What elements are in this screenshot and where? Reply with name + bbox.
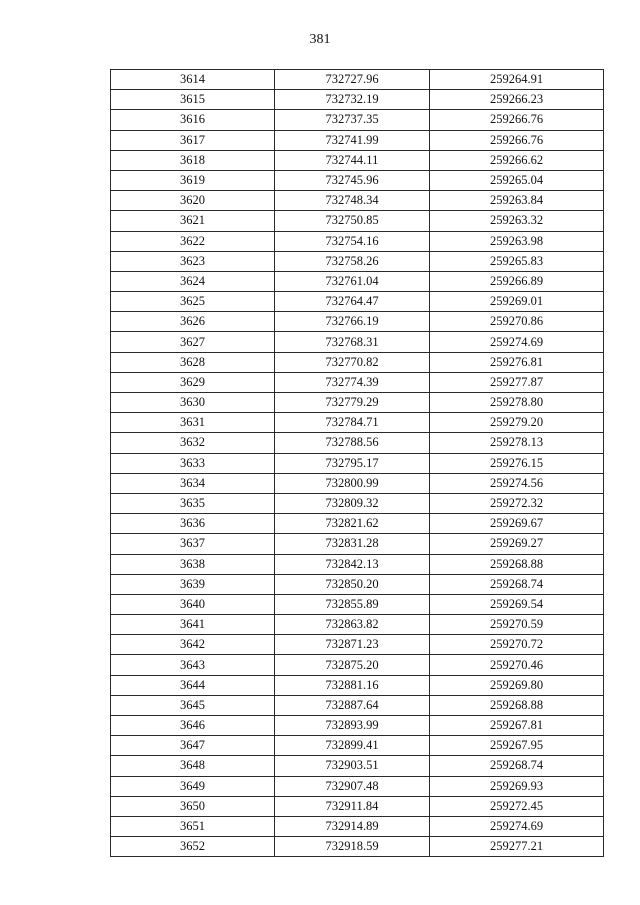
- point-number-cell: 3623: [111, 251, 275, 271]
- table-row: [111, 655, 604, 675]
- y-coordinate-cell: 259277.21: [430, 837, 604, 857]
- x-coordinate-cell: 732842.13: [275, 554, 430, 574]
- point-number-cell: 3618: [111, 150, 275, 170]
- point-number-cell: 3614: [111, 70, 275, 90]
- x-coordinate-cell: 732863.82: [275, 615, 430, 635]
- y-coordinate-cell: 259272.45: [430, 796, 604, 816]
- table-row: [111, 635, 604, 655]
- y-coordinate-cell: 259266.62: [430, 150, 604, 170]
- y-coordinate-cell: 259264.91: [430, 70, 604, 90]
- point-number-cell: 3620: [111, 191, 275, 211]
- x-coordinate-cell: 732766.19: [275, 312, 430, 332]
- point-number-cell: 3624: [111, 271, 275, 291]
- y-coordinate-cell: 259267.95: [430, 736, 604, 756]
- y-coordinate-cell: 259270.72: [430, 635, 604, 655]
- table-row: [111, 393, 604, 413]
- table-row: [111, 170, 604, 190]
- table-row: [111, 130, 604, 150]
- point-number-cell: 3641: [111, 615, 275, 635]
- point-number-cell: 3629: [111, 372, 275, 392]
- x-coordinate-cell: 732850.20: [275, 574, 430, 594]
- y-coordinate-cell: 259266.76: [430, 110, 604, 130]
- table-row: [111, 231, 604, 251]
- table-row: [111, 352, 604, 372]
- table-row: [111, 433, 604, 453]
- y-coordinate-cell: 259268.74: [430, 756, 604, 776]
- point-number-cell: 3634: [111, 473, 275, 493]
- point-number-cell: 3636: [111, 514, 275, 534]
- table-row: [111, 251, 604, 271]
- point-number-cell: 3631: [111, 413, 275, 433]
- point-number-cell: 3619: [111, 170, 275, 190]
- table-row: [111, 554, 604, 574]
- point-number-cell: 3646: [111, 716, 275, 736]
- table-row: [111, 312, 604, 332]
- table-row: [111, 837, 604, 857]
- table-row: [111, 534, 604, 554]
- point-number-cell: 3635: [111, 493, 275, 513]
- y-coordinate-cell: 259263.84: [430, 191, 604, 211]
- table-row: [111, 332, 604, 352]
- x-coordinate-cell: 732761.04: [275, 271, 430, 291]
- point-number-cell: 3647: [111, 736, 275, 756]
- table-row: [111, 776, 604, 796]
- point-number-cell: 3615: [111, 90, 275, 110]
- x-coordinate-cell: 732821.62: [275, 514, 430, 534]
- x-coordinate-cell: 732744.11: [275, 150, 430, 170]
- x-coordinate-cell: 732754.16: [275, 231, 430, 251]
- table-row: [111, 574, 604, 594]
- x-coordinate-cell: 732774.39: [275, 372, 430, 392]
- x-coordinate-cell: 732903.51: [275, 756, 430, 776]
- x-coordinate-cell: 732764.47: [275, 292, 430, 312]
- table-row: [111, 211, 604, 231]
- point-number-cell: 3644: [111, 675, 275, 695]
- y-coordinate-cell: 259269.01: [430, 292, 604, 312]
- table-row: [111, 413, 604, 433]
- y-coordinate-cell: 259270.46: [430, 655, 604, 675]
- coordinates-table: [110, 69, 604, 857]
- y-coordinate-cell: 259268.88: [430, 554, 604, 574]
- table-row: [111, 493, 604, 513]
- x-coordinate-cell: 732745.96: [275, 170, 430, 190]
- x-coordinate-cell: 732732.19: [275, 90, 430, 110]
- y-coordinate-cell: 259265.83: [430, 251, 604, 271]
- point-number-cell: 3633: [111, 453, 275, 473]
- point-number-cell: 3652: [111, 837, 275, 857]
- point-number-cell: 3626: [111, 312, 275, 332]
- x-coordinate-cell: 732779.29: [275, 393, 430, 413]
- table-row: [111, 191, 604, 211]
- table-row: [111, 271, 604, 291]
- page-number: 381: [309, 32, 331, 47]
- x-coordinate-cell: 732788.56: [275, 433, 430, 453]
- y-coordinate-cell: 259279.20: [430, 413, 604, 433]
- y-coordinate-cell: 259274.69: [430, 816, 604, 836]
- point-number-cell: 3640: [111, 594, 275, 614]
- x-coordinate-cell: 732855.89: [275, 594, 430, 614]
- y-coordinate-cell: 259278.80: [430, 393, 604, 413]
- y-coordinate-cell: 259272.32: [430, 493, 604, 513]
- point-number-cell: 3643: [111, 655, 275, 675]
- y-coordinate-cell: 259270.86: [430, 312, 604, 332]
- table-row: [111, 150, 604, 170]
- point-number-cell: 3645: [111, 695, 275, 715]
- table-row: [111, 70, 604, 90]
- y-coordinate-cell: 259269.80: [430, 675, 604, 695]
- y-coordinate-cell: 259265.04: [430, 170, 604, 190]
- table-row: [111, 110, 604, 130]
- point-number-cell: 3649: [111, 776, 275, 796]
- y-coordinate-cell: 259263.98: [430, 231, 604, 251]
- x-coordinate-cell: 732758.26: [275, 251, 430, 271]
- x-coordinate-cell: 732899.41: [275, 736, 430, 756]
- y-coordinate-cell: 259267.81: [430, 716, 604, 736]
- point-number-cell: 3616: [111, 110, 275, 130]
- x-coordinate-cell: 732800.99: [275, 473, 430, 493]
- x-coordinate-cell: 732918.59: [275, 837, 430, 857]
- y-coordinate-cell: 259274.56: [430, 473, 604, 493]
- y-coordinate-cell: 259266.23: [430, 90, 604, 110]
- point-number-cell: 3622: [111, 231, 275, 251]
- table-row: [111, 473, 604, 493]
- table-row: [111, 796, 604, 816]
- y-coordinate-cell: 259278.13: [430, 433, 604, 453]
- y-coordinate-cell: 259277.87: [430, 372, 604, 392]
- x-coordinate-cell: 732727.96: [275, 70, 430, 90]
- x-coordinate-cell: 732750.85: [275, 211, 430, 231]
- y-coordinate-cell: 259269.27: [430, 534, 604, 554]
- table-row: [111, 292, 604, 312]
- y-coordinate-cell: 259269.67: [430, 514, 604, 534]
- point-number-cell: 3625: [111, 292, 275, 312]
- table-row: [111, 615, 604, 635]
- y-coordinate-cell: 259276.81: [430, 352, 604, 372]
- x-coordinate-cell: 732871.23: [275, 635, 430, 655]
- x-coordinate-cell: 732784.71: [275, 413, 430, 433]
- x-coordinate-cell: 732748.34: [275, 191, 430, 211]
- x-coordinate-cell: 732770.82: [275, 352, 430, 372]
- y-coordinate-cell: 259270.59: [430, 615, 604, 635]
- x-coordinate-cell: 732911.84: [275, 796, 430, 816]
- y-coordinate-cell: 259266.76: [430, 130, 604, 150]
- x-coordinate-cell: 732875.20: [275, 655, 430, 675]
- x-coordinate-cell: 732893.99: [275, 716, 430, 736]
- y-coordinate-cell: 259266.89: [430, 271, 604, 291]
- point-number-cell: 3628: [111, 352, 275, 372]
- point-number-cell: 3651: [111, 816, 275, 836]
- point-number-cell: 3639: [111, 574, 275, 594]
- x-coordinate-cell: 732887.64: [275, 695, 430, 715]
- table-row: [111, 453, 604, 473]
- point-number-cell: 3637: [111, 534, 275, 554]
- table-row: [111, 675, 604, 695]
- y-coordinate-cell: 259276.15: [430, 453, 604, 473]
- y-coordinate-cell: 259274.69: [430, 332, 604, 352]
- y-coordinate-cell: 259268.88: [430, 695, 604, 715]
- table-row: [111, 816, 604, 836]
- point-number-cell: 3621: [111, 211, 275, 231]
- x-coordinate-cell: 732795.17: [275, 453, 430, 473]
- coordinates-table-body: [111, 70, 604, 857]
- x-coordinate-cell: 732831.28: [275, 534, 430, 554]
- y-coordinate-cell: 259269.93: [430, 776, 604, 796]
- y-coordinate-cell: 259268.74: [430, 574, 604, 594]
- point-number-cell: 3650: [111, 796, 275, 816]
- x-coordinate-cell: 732881.16: [275, 675, 430, 695]
- point-number-cell: 3617: [111, 130, 275, 150]
- x-coordinate-cell: 732907.48: [275, 776, 430, 796]
- x-coordinate-cell: 732914.89: [275, 816, 430, 836]
- y-coordinate-cell: 259263.32: [430, 211, 604, 231]
- table-row: [111, 594, 604, 614]
- y-coordinate-cell: 259269.54: [430, 594, 604, 614]
- table-row: [111, 514, 604, 534]
- table-row: [111, 756, 604, 776]
- table-row: [111, 695, 604, 715]
- point-number-cell: 3648: [111, 756, 275, 776]
- point-number-cell: 3642: [111, 635, 275, 655]
- table-row: [111, 90, 604, 110]
- x-coordinate-cell: 732768.31: [275, 332, 430, 352]
- point-number-cell: 3638: [111, 554, 275, 574]
- point-number-cell: 3632: [111, 433, 275, 453]
- table-row: [111, 372, 604, 392]
- point-number-cell: 3627: [111, 332, 275, 352]
- table-row: [111, 736, 604, 756]
- x-coordinate-cell: 732737.35: [275, 110, 430, 130]
- x-coordinate-cell: 732741.99: [275, 130, 430, 150]
- table-row: [111, 716, 604, 736]
- point-number-cell: 3630: [111, 393, 275, 413]
- x-coordinate-cell: 732809.32: [275, 493, 430, 513]
